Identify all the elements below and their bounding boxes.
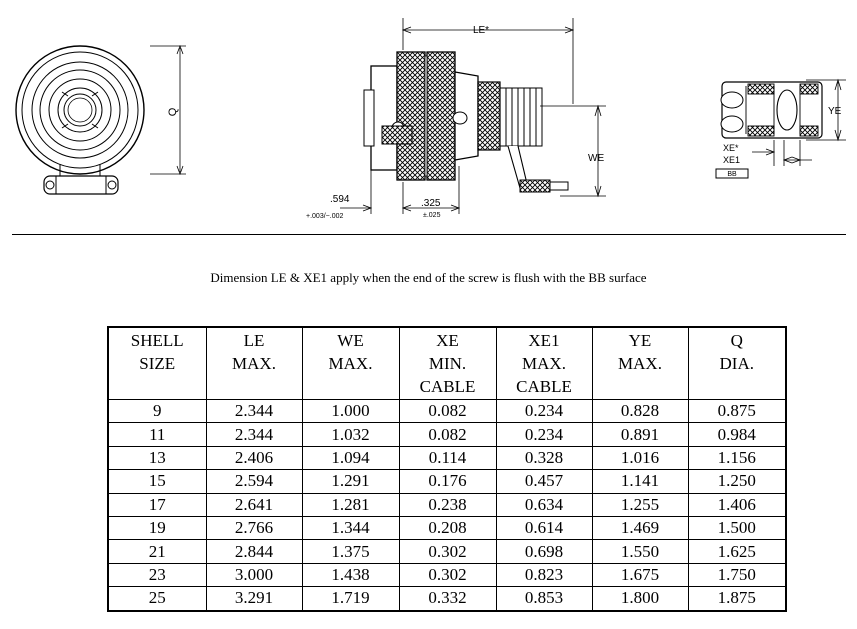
table-cell: 0.828 [592, 400, 688, 423]
table-cell: 0.302 [399, 563, 496, 586]
column-header [302, 327, 399, 400]
table-cell: 1.750 [688, 563, 786, 586]
column-header-line: MAX. [328, 354, 373, 373]
column-header-line: XE [436, 331, 459, 350]
table-cell: 2.844 [206, 540, 302, 563]
column-header [496, 327, 592, 400]
table-cell: 1.438 [302, 563, 399, 586]
table-cell: 23 [108, 563, 206, 586]
table-cell: 21 [108, 540, 206, 563]
column-header-line: LE [243, 331, 265, 350]
column-header-line: Q [730, 331, 743, 350]
table-cell: 1.875 [688, 587, 786, 611]
dim-594-tolerance: +.003/−.002 [306, 213, 344, 220]
table-cell: 0.332 [399, 587, 496, 611]
table-row [108, 563, 786, 586]
table-cell: 0.238 [399, 493, 496, 516]
table-row [108, 516, 786, 539]
xe1-label: XE1 [723, 155, 741, 165]
table-cell: 25 [108, 587, 206, 611]
table-cell: 0.176 [399, 470, 496, 493]
side-view [340, 18, 606, 214]
table-cell: 2.594 [206, 470, 302, 493]
column-header-line: SIZE [139, 354, 176, 373]
table-cell: 1.016 [592, 446, 688, 469]
table-row [108, 423, 786, 446]
table-cell: 1.141 [592, 470, 688, 493]
table-cell: 1.291 [302, 470, 399, 493]
table-cell: 1.800 [592, 587, 688, 611]
table-cell: 0.114 [399, 446, 496, 469]
column-header-line: MAX. [522, 354, 566, 373]
table-cell: 0.614 [496, 516, 592, 539]
dim-325-tolerance: ±.025 [423, 212, 441, 219]
column-header-line: CABLE [516, 377, 572, 396]
connector-drawing [0, 0, 857, 232]
table-cell: 17 [108, 493, 206, 516]
table-cell: 0.698 [496, 540, 592, 563]
q-label: Q [167, 107, 179, 117]
column-header-line: CABLE [419, 377, 476, 396]
table-cell: 0.457 [496, 470, 592, 493]
table-cell: 0.823 [496, 563, 592, 586]
front-view [16, 46, 186, 194]
table-row [108, 587, 786, 611]
table-row [108, 540, 786, 563]
table-cell: 1.550 [592, 540, 688, 563]
table-cell: 0.875 [688, 400, 786, 423]
dimension-note: Dimension LE & XE1 apply when the end of the screw is flush with the BB surface [210, 270, 647, 285]
table-cell: 1.250 [688, 470, 786, 493]
column-header-line: MAX. [232, 354, 276, 373]
table-cell: 15 [108, 470, 206, 493]
table-cell: 11 [108, 423, 206, 446]
table-row [108, 493, 786, 516]
table-cell: 0.082 [399, 400, 496, 423]
table-cell: 2.344 [206, 400, 302, 423]
table-cell: 0.082 [399, 423, 496, 446]
table-cell: 0.302 [399, 540, 496, 563]
table-cell: 1.469 [592, 516, 688, 539]
we-label: WE [588, 153, 605, 164]
table-cell: 0.234 [496, 423, 592, 446]
table-cell: 2.406 [206, 446, 302, 469]
table-row [108, 446, 786, 469]
table-cell: 19 [108, 516, 206, 539]
table-cell: 0.853 [496, 587, 592, 611]
table-header-row [108, 327, 786, 400]
dim-594-label: .594 [330, 194, 350, 205]
table-cell: 0.234 [496, 400, 592, 423]
table-cell: 1.156 [688, 446, 786, 469]
column-header [206, 327, 302, 400]
table-cell: 1.255 [592, 493, 688, 516]
table-cell: 1.094 [302, 446, 399, 469]
table-cell: 1.344 [302, 516, 399, 539]
table-cell: 0.891 [592, 423, 688, 446]
dim-325-label: .325 [421, 198, 441, 209]
table-cell: 1.719 [302, 587, 399, 611]
column-header [399, 327, 496, 400]
column-header [592, 327, 688, 400]
table-cell: 3.000 [206, 563, 302, 586]
divider [12, 234, 846, 235]
table-cell: 2.344 [206, 423, 302, 446]
xe-label: XE* [723, 143, 739, 153]
table-cell: 1.000 [302, 400, 399, 423]
table-cell: 13 [108, 446, 206, 469]
table-cell: 0.328 [496, 446, 592, 469]
column-header-line: DIA. [719, 354, 754, 373]
table-cell: 2.641 [206, 493, 302, 516]
table-cell: 1.281 [302, 493, 399, 516]
table-cell: 0.984 [688, 423, 786, 446]
table-cell: 1.406 [688, 493, 786, 516]
table-cell: 0.634 [496, 493, 592, 516]
column-header-line: XE1 [528, 331, 560, 350]
table-cell: 1.675 [592, 563, 688, 586]
column-header-line: WE [337, 331, 364, 350]
table-row [108, 400, 786, 423]
column-header [108, 327, 206, 400]
table-cell: 1.375 [302, 540, 399, 563]
column-header-line: YE [628, 331, 652, 350]
column-header-line: MIN. [428, 354, 467, 373]
le-label: LE* [472, 25, 490, 36]
dimension-table [107, 326, 787, 612]
column-header [688, 327, 786, 400]
bb-label: BB [727, 171, 737, 178]
table-cell: 9 [108, 400, 206, 423]
table-cell: 3.291 [206, 587, 302, 611]
table-cell: 1.500 [688, 516, 786, 539]
column-header-line: SHELL [130, 331, 184, 350]
table-cell: 2.766 [206, 516, 302, 539]
table-cell: 1.032 [302, 423, 399, 446]
table-cell: 0.208 [399, 516, 496, 539]
table-row [108, 470, 786, 493]
column-header-line: MAX. [618, 354, 662, 373]
ye-label: YE [828, 106, 842, 117]
table-cell: 1.625 [688, 540, 786, 563]
